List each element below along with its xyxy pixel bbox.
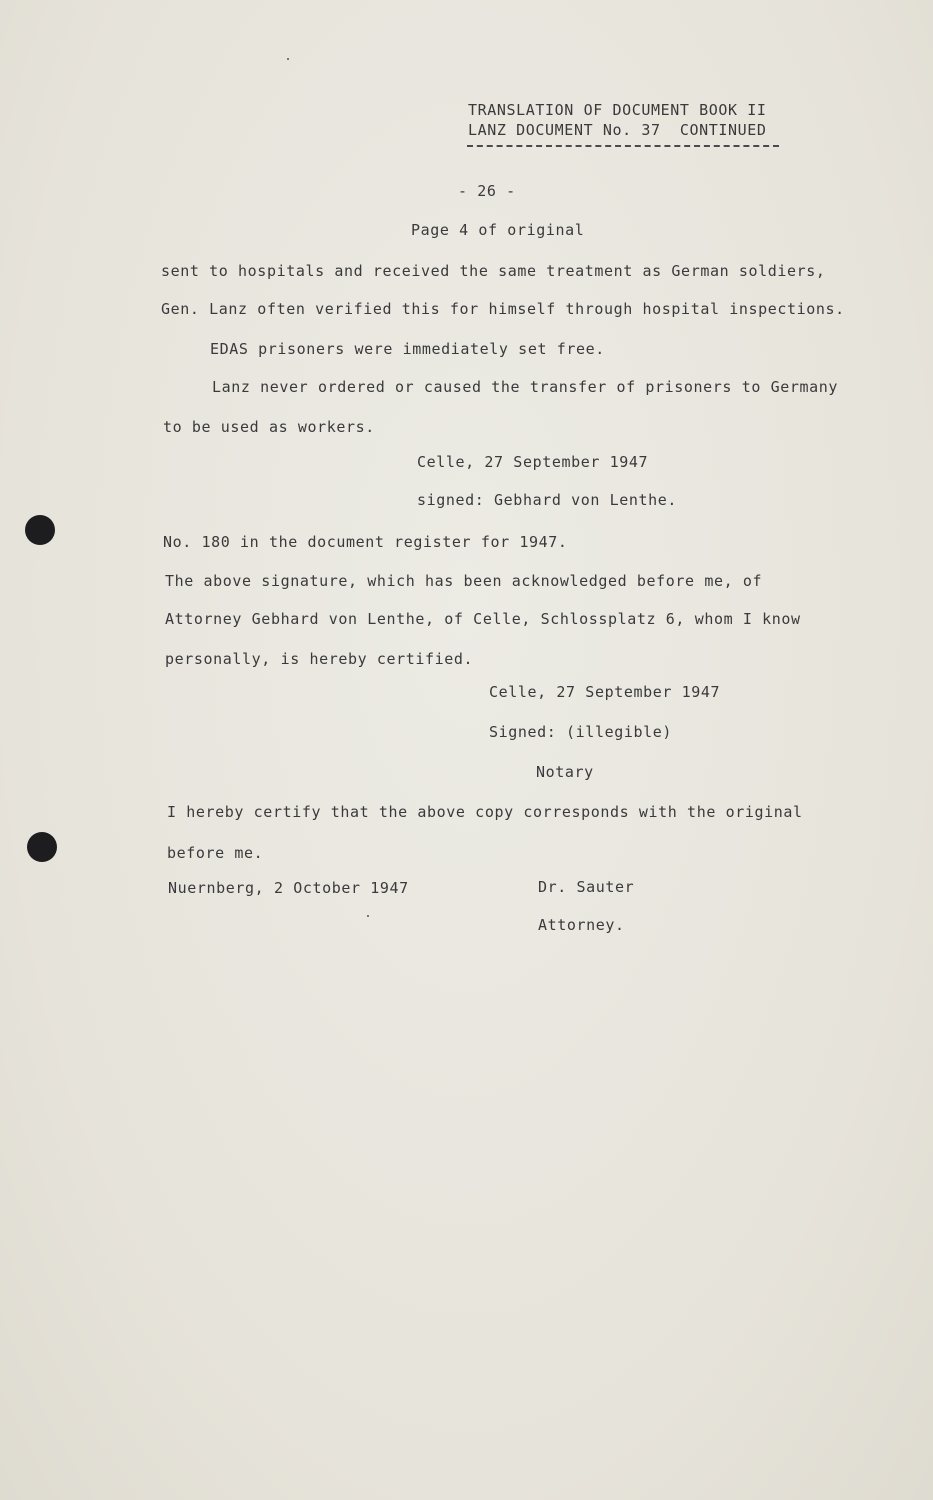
body-paragraph-3-line-2: to be used as workers.: [163, 418, 375, 436]
certification-line-2: Attorney Gebhard von Lenthe, of Celle, Schlossplatz 6, whom I know: [165, 610, 801, 628]
paper-speck: [367, 915, 369, 917]
punch-hole-upper: [25, 515, 55, 545]
body-paragraph-1-line-1: sent to hospitals and received the same treatment as German soldiers,: [161, 262, 826, 280]
header-underline: [467, 145, 779, 147]
certification-line-3: personally, is hereby certified.: [165, 650, 474, 668]
body-paragraph-2: EDAS prisoners were immediately set free.: [210, 340, 605, 358]
copy-certification-line-1: I hereby certify that the above copy corresponds with the original: [167, 803, 803, 821]
body-paragraph-3-line-1: Lanz never ordered or caused the transfer of prisoners to Germany: [212, 378, 838, 396]
paper-speck: [287, 58, 289, 60]
header-title: TRANSLATION OF DOCUMENT BOOK II: [468, 101, 767, 119]
notary-place-date: Celle, 27 September 1947: [489, 683, 721, 701]
closing-signer-name: Dr. Sauter: [538, 878, 635, 896]
punch-hole-lower: [27, 832, 57, 862]
closing-place-date: Nuernberg, 2 October 1947: [168, 879, 409, 897]
first-signature-signed: signed: Gebhard von Lenthe.: [417, 491, 678, 509]
page-number: - 26 -: [458, 182, 516, 200]
page-of-original: Page 4 of original: [411, 221, 585, 239]
body-paragraph-1-line-2: Gen. Lanz often verified this for himself through hospital inspections.: [161, 300, 845, 318]
header-document-number: LANZ DOCUMENT No. 37 CONTINUED: [468, 121, 767, 139]
notary-signed: Signed: (illegible): [489, 723, 672, 741]
notary-title: Notary: [536, 763, 594, 781]
copy-certification-line-2: before me.: [167, 844, 264, 862]
closing-signer-title: Attorney.: [538, 916, 625, 934]
first-signature-place-date: Celle, 27 September 1947: [417, 453, 649, 471]
register-note: No. 180 in the document register for 1947.: [163, 533, 568, 551]
certification-line-1: The above signature, which has been acknowledged before me, of: [165, 572, 763, 590]
